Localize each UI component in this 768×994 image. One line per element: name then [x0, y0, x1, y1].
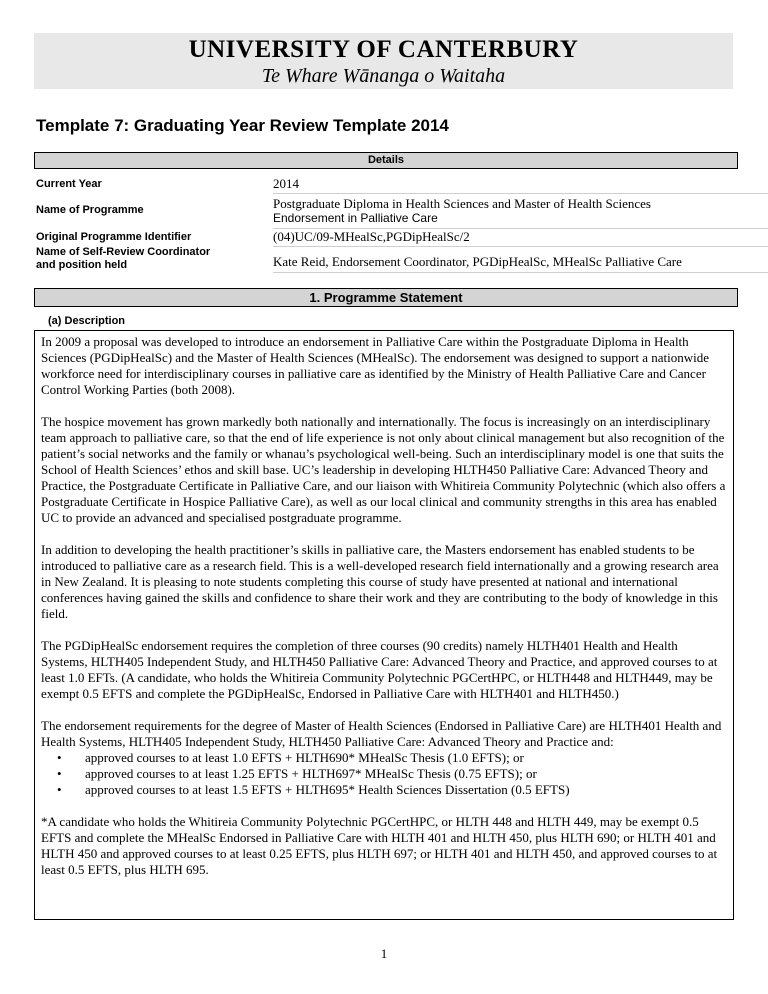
- description-paragraph-3: In addition to developing the health practitioner’s skills in palliative care, the Masters endorsement has enabled students to be introduced to palliative care as a research field. This is a well-developed research field internationally and a growing research area in New Zealand. It is pleasing to note students completing this course of study have presented at national and international conferences having gained the skills and confidence to share their work and they are contributing to the body of knowledge in this field.: [41, 542, 719, 621]
- description-paragraph-5: The endorsement requirements for the degree of Master of Health Sciences (Endorsed in Palliative Care) are HLTH401 Health and Health Systems, HLTH405 Independent Study, HLTH450 Palliative Care: Advanced Theory and Practice and:: [41, 718, 722, 749]
- programme-name-value: [273, 196, 768, 229]
- current-year-value: 2014: [273, 176, 768, 194]
- university-header: [34, 33, 733, 89]
- bullet-icon: •: [57, 782, 62, 797]
- requirement-item: [57, 766, 727, 782]
- description-paragraph-4: The PGDipHealSc endorsement requires the completion of three courses (90 credits) namely HLTH401 Health and Health Systems, HLTH405 Independent Study, and HLTH450 Palliative Care: Advanced Theory and Practice, and approved courses to at least 1.0 EFTs. (A candidate, who holds the Whitireia Community Polytechnic PGCertHPC, or HLTH448 and HLTH449, may be exempt 0.5 EFTS and complete the PGDipHealSc, Endorsed in Palliative Care with HLTH401 and HLTH450.): [41, 638, 718, 701]
- description-paragraph-1: In 2009 a proposal was developed to introduce an endorsement in Palliative Care within the Postgraduate Diploma in Health Sciences (PGDipHealSc) and the Master of Health Sciences (MHealSc). The endorsement was designed to support a nationwide workforce need for interdisciplinary courses in palliative care as identified by the Ministry of Health Palliative Care and Cancer Control Working Parties (both 2008).: [41, 334, 709, 397]
- requirement-text: approved courses to at least 1.25 EFTS + HLTH697* MHealSc Thesis (0.75 EFTS); or: [85, 766, 537, 781]
- coordinator-label-line1: Name of Self-Review Coordinator: [36, 246, 211, 258]
- description-content: [34, 330, 734, 920]
- description-subheading: (a) Description: [48, 315, 126, 327]
- details-heading: Details: [367, 154, 405, 166]
- programme-name-label: Name of Programme: [36, 204, 144, 216]
- requirements-list: [41, 750, 727, 798]
- programme-name-line2: Endorsement in Palliative Care: [273, 211, 438, 225]
- requirement-item: [57, 750, 727, 766]
- requirement-text: approved courses to at least 1.0 EFTS + HLTH690* MHealSc Thesis (1.0 EFTS); or: [85, 750, 524, 765]
- university-name: UNIVERSITY OF CANTERBURY: [188, 36, 579, 63]
- bullet-icon: •: [57, 766, 62, 781]
- details-heading-bar: [34, 152, 738, 169]
- description-paragraph-2: The hospice movement has grown markedly both nationally and internationally. The focus is increasingly on an interdisciplinary team approach to palliative care, so that the end of life experience is not only about clinical management but also recognition of the patient’s social networks and the family or whanau’s psychological well-being. Such an interdisciplinary model is one that suits the School of Health Sciences’ ethos and skill base. UC’s leadership in developing HLTH450 Palliative Care: Advanced Theory and Practice, the Postgraduate Certificate in Palliative Care, and our liaison with Whitireia Community Polytechnic (which also offers a Postgraduate Certificate in Hospice Palliative Care), as well as our local clinical and community strengths in this area has enabled UC to provide an advanced and specialised postgraduate programme.: [41, 414, 726, 525]
- page-number: 1: [380, 946, 388, 961]
- programme-identifier-value: (04)UC/09-MHealSc,PGDipHealSc/2: [273, 229, 768, 247]
- current-year-label: Current Year: [36, 178, 102, 190]
- bullet-icon: •: [57, 750, 62, 765]
- programme-statement-heading-bar: [34, 288, 738, 307]
- coordinator-label-line2: and position held: [36, 259, 128, 271]
- programme-identifier-label: Original Programme Identifier: [36, 231, 192, 243]
- requirement-text: approved courses to at least 1.5 EFTS + HLTH695* Health Sciences Dissertation (0.5 EFTS): [85, 782, 570, 797]
- coordinator-label: [36, 246, 210, 272]
- document-title: Template 7: Graduating Year Review Template 2014: [36, 116, 449, 135]
- coordinator-value: Kate Reid, Endorsement Coordinator, PGDipHealSc, MHealSc Palliative Care: [273, 254, 768, 273]
- programme-name-line1: Postgraduate Diploma in Health Sciences and Master of Health Sciences: [273, 196, 651, 211]
- description-footnote: *A candidate who holds the Whitireia Community Polytechnic PGCertHPC, or HLTH 448 and HLTH 449, may be exempt 0.5 EFTS and complete the MHealSc Endorsed in Palliative Care with HLTH 401 and HLTH 450, plus HLTH 690; or HLTH 401 and HLTH 450 and approved courses to at least 0.25 EFTS, plus HLTH 697; or HLTH 401 and HLTH 450, and approved courses to at least 0.5 EFTS, plus HLTH 695.: [41, 814, 718, 877]
- programme-statement-heading: 1. Programme Statement: [309, 290, 463, 305]
- university-maori-name: Te Whare Wānanga o Waitaha: [261, 65, 506, 87]
- requirement-item: [57, 782, 727, 798]
